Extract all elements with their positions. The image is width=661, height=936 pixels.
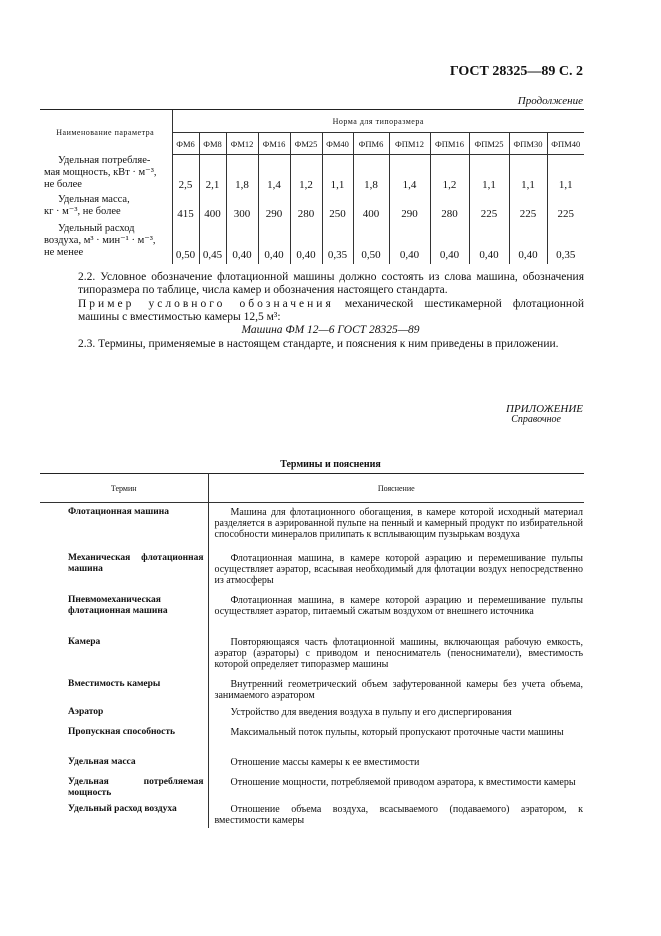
term-description: Отношение объема воздуха, всасываемого (подаваемого) аэратором, к вместимости камеры	[214, 803, 583, 826]
term-description: Повторяющаяся часть флотационной машины, включающая рабочую емкость, аэратор (аэраторы) с приводом и пеносниматель (пеносниматели), вместимость которой определяет типоразмер машины	[214, 636, 583, 670]
parameter-row	[40, 155, 584, 195]
size-header-фпм30: ФПМ30	[509, 133, 547, 155]
term-name: Вместимость камеры	[40, 675, 208, 703]
parameter-row	[40, 223, 584, 264]
parameter-name-line: не менее	[44, 247, 84, 258]
parameter-value: 0,40	[258, 223, 290, 264]
term-row	[40, 591, 584, 633]
term-description: Отношение массы камеры к ее вместимости	[230, 756, 420, 768]
term-name: Флотационная машина	[40, 503, 208, 549]
parameter-value: 0,40	[226, 223, 258, 264]
col-term-header: Термин	[40, 474, 208, 503]
term-name: Удельная масса	[40, 753, 208, 773]
parameter-value: 400	[353, 194, 389, 223]
parameter-name-line: кг · м⁻³, не более	[44, 206, 121, 217]
term-description: Внутренний геометрический объем зафутерованной камеры без учета объема, занимаемого аэратором	[214, 678, 583, 701]
page-header: ГОСТ 28325—89 С. 2	[449, 64, 583, 79]
continuation-label: Продолжение	[517, 95, 583, 107]
term-row	[40, 753, 584, 773]
parameter-name-line: Удельный расход	[58, 223, 135, 234]
parameter-value: 1,1	[509, 155, 547, 195]
term-description: Флотационная машина, в камере которой аэрацию и перемешивание пульпы осуществляет аэратор, всасывая необходимый для флотации воздух непосредственно из атмосферы	[214, 552, 583, 586]
parameter-name	[40, 223, 172, 264]
term-row	[40, 675, 584, 703]
parameter-value: 1,4	[258, 155, 290, 195]
parameter-value: 1,4	[389, 155, 430, 195]
parameter-value: 1,1	[547, 155, 584, 195]
size-header-фпм40: ФПМ40	[547, 133, 584, 155]
appendix-label: ПРИЛОЖЕНИЕ	[506, 403, 583, 415]
term-name: Аэратор	[40, 703, 208, 723]
term-row	[40, 773, 584, 800]
parameter-row	[40, 194, 584, 223]
term-row	[40, 503, 584, 549]
size-header-фм16: ФМ16	[258, 133, 290, 155]
parameter-value: 0,35	[322, 223, 353, 264]
parameter-value: 225	[547, 194, 584, 223]
parameter-name	[40, 155, 172, 195]
parameter-value: 225	[469, 194, 509, 223]
term-row	[40, 800, 584, 828]
parameter-value: 0,40	[509, 223, 547, 264]
parameters-table	[40, 109, 584, 264]
paragraph-example	[40, 298, 584, 324]
parameter-value: 1,8	[226, 155, 258, 195]
paragraph-2-3: 2.3. Термины, применяемые в настоящем стандарте, и пояснения к ним приведены в приложении.	[78, 338, 559, 350]
parameter-value: 0,50	[353, 223, 389, 264]
paragraph-2-2: 2.2. Условное обозначение флотационной машины должно состоять из слова машина, обозначения типоразмера по таблице, числа камер и обозначения настоящего стандарта.	[78, 271, 584, 296]
parameter-value: 1,8	[353, 155, 389, 195]
term-description: Флотационная машина, в камере которой аэрацию и перемешивание пульпы осуществляет аэратор, питаемый сжатым воздухом от внешнего источника	[214, 594, 583, 617]
parameter-value: 0,45	[199, 223, 226, 264]
term-row	[40, 703, 584, 723]
parameter-value: 400	[199, 194, 226, 223]
parameter-value: 290	[258, 194, 290, 223]
term-name: Пропускная способность	[40, 723, 208, 753]
term-name: Механическая флотационная машина	[40, 549, 208, 591]
parameter-value: 0,40	[469, 223, 509, 264]
example-lead: Пример условного обозначения	[78, 298, 334, 310]
size-header-фм25: ФМ25	[290, 133, 322, 155]
parameter-name-line: не более	[44, 178, 82, 190]
parameter-value: 280	[290, 194, 322, 223]
size-header-фм40: ФМ40	[322, 133, 353, 155]
parameter-value: 0,40	[389, 223, 430, 264]
example-rest: механической шестикамерной флотационной машины с вместимостью камеры 12,5 м³:	[78, 298, 584, 323]
parameter-value: 0,40	[430, 223, 469, 264]
parameter-name-line: воздуха, м³ · мин⁻¹ · м⁻³,	[44, 235, 156, 246]
term-row	[40, 633, 584, 675]
parameter-value: 1,1	[469, 155, 509, 195]
term-description: Устройство для введения воздуха в пульпу и его диспергирования	[230, 706, 512, 718]
parameter-value: 1,2	[290, 155, 322, 195]
parameter-value: 250	[322, 194, 353, 223]
parameter-value: 415	[172, 194, 199, 223]
parameter-value: 225	[509, 194, 547, 223]
term-name: Удельный расход воздуха	[40, 800, 208, 828]
size-header-фпм12: ФПМ12	[389, 133, 430, 155]
appendix-sub: Справочное	[511, 414, 561, 425]
norm-header: Норма для типоразмера	[172, 110, 584, 133]
term-row	[40, 549, 584, 591]
term-name: Удельная потребляемая мощность	[40, 773, 208, 800]
size-header-фпм16: ФПМ16	[430, 133, 469, 155]
term-name: Камера	[40, 633, 208, 675]
term-description: Максимальный поток пульпы, который пропускают проточные части машины	[230, 726, 564, 738]
terms-title: Термины и пояснения	[280, 459, 381, 470]
term-description: Отношение мощности, потребляемой приводом аэратора, к вместимости камеры	[230, 776, 576, 788]
param-header: Наименование параметра	[40, 110, 172, 155]
parameter-value: 290	[389, 194, 430, 223]
terms-table	[40, 473, 584, 828]
parameter-value: 300	[226, 194, 258, 223]
size-header-фм12: ФМ12	[226, 133, 258, 155]
size-header-фм6: ФМ6	[172, 133, 199, 155]
parameter-name-line: мая мощность, кВт · м⁻³,	[44, 166, 157, 178]
parameter-value: 0,35	[547, 223, 584, 264]
parameter-name-line: Удельная потребляе-	[58, 154, 151, 166]
parameter-value: 0,40	[290, 223, 322, 264]
parameter-name	[40, 194, 172, 223]
term-name: Пневмомеханическая флотационная машина	[40, 591, 208, 633]
parameter-name-line: Удельная масса,	[58, 194, 130, 205]
parameter-value: 1,2	[430, 155, 469, 195]
parameter-value: 2,1	[199, 155, 226, 195]
term-row	[40, 723, 584, 753]
size-header-фпм25: ФПМ25	[469, 133, 509, 155]
col-desc-header: Пояснение	[208, 474, 584, 503]
parameter-value: 0,50	[172, 223, 199, 264]
size-header-фм8: ФМ8	[199, 133, 226, 155]
parameter-value: 280	[430, 194, 469, 223]
parameter-value: 1,1	[322, 155, 353, 195]
parameter-value: 2,5	[172, 155, 199, 195]
example-designation: Машина ФМ 12—6 ГОСТ 28325—89	[241, 324, 420, 336]
size-header-фпм6: ФПМ6	[353, 133, 389, 155]
term-description: Машина для флотационного обогащения, в камере которой исходный материал разделяется в аэрированной пульпе на пенный и камерный продукт по избирательной способности минералов прилипать к всплывающим пузырькам воздуха	[214, 507, 583, 540]
